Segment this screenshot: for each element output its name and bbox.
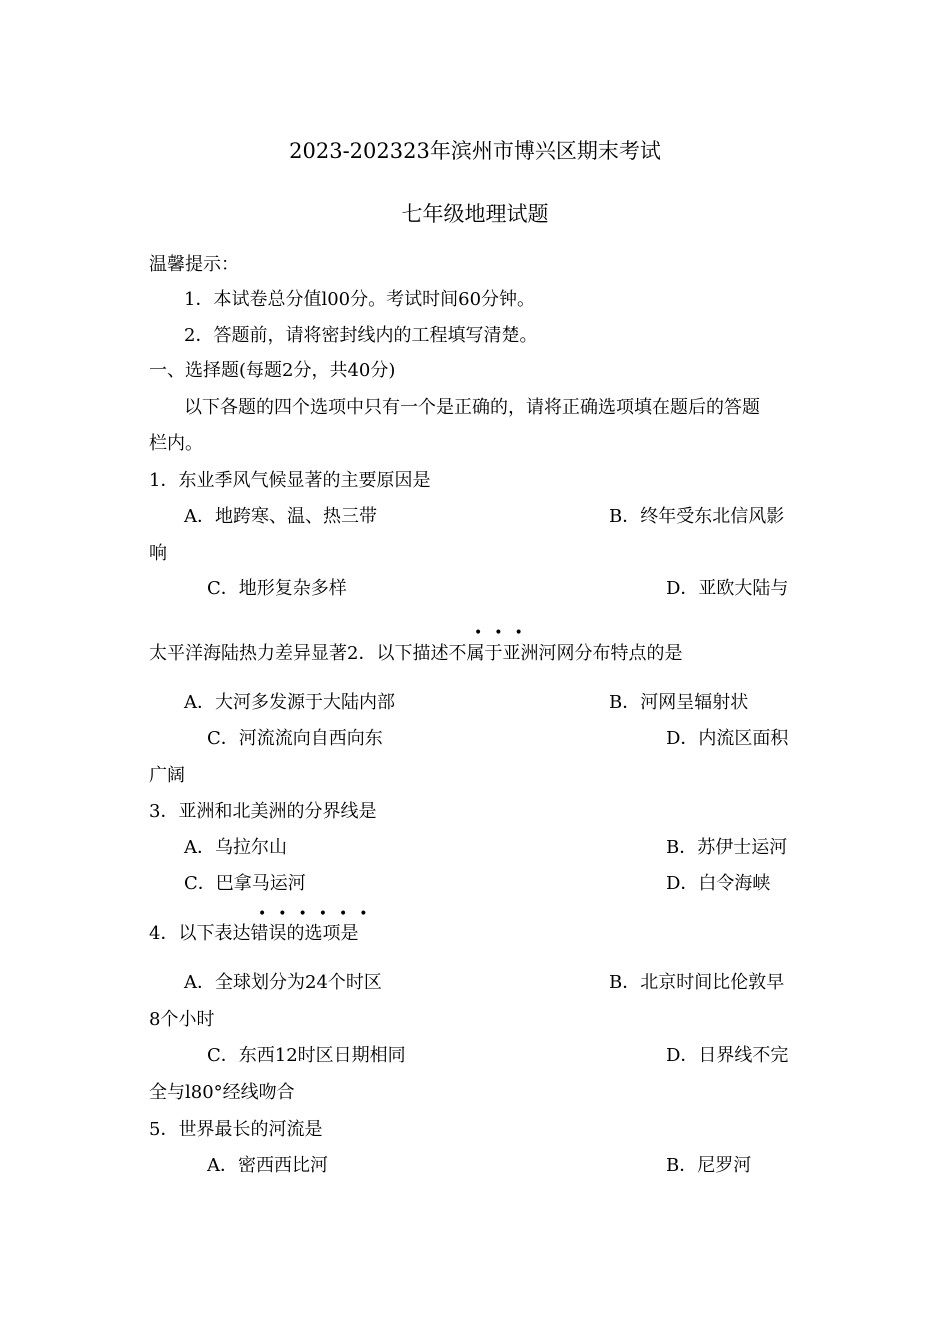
question-3-option-a: A．乌拉尔山: [184, 837, 287, 858]
notice-item-2: 2．答题前，请将密封线内的工程填写清楚。: [184, 325, 538, 346]
question-1-option-b-continued: 响: [149, 543, 167, 564]
question-3-stem: 3．亚洲和北美洲的分界线是: [149, 801, 377, 822]
question-1-stem: 1．东业季风气候显著的主要原因是: [149, 470, 431, 491]
question-5-option-b: B．尼罗河: [666, 1155, 752, 1176]
question-2-option-d-continued: 广阔: [149, 765, 185, 786]
question-4-emphasis-dots: ••••••: [258, 906, 380, 922]
question-3-option-c: C．巴拿马运河: [184, 873, 306, 894]
question-4-option-c: C．东西12时区日期相同: [207, 1045, 406, 1066]
question-1-option-c: C．地形复杂多样: [207, 578, 347, 599]
question-2-option-a: A．大河多发源于大陆内部: [184, 692, 395, 713]
question-2-option-c: C．河流流向自西向东: [207, 728, 383, 749]
question-1-option-d: D．亚欧大陆与: [666, 578, 789, 599]
notice-heading: 温馨提示：: [149, 254, 239, 275]
question-1-option-a: A．地跨寒、温、热三带: [184, 506, 377, 527]
section-instructions-line1: 以下各题的四个选项中只有一个是正确的，请将正确选项填在题后的答题: [184, 397, 760, 418]
page-title: 2023-202323年滨州市博兴区期末考试: [289, 139, 661, 163]
question-3-option-d: D．白令海峡: [666, 873, 771, 894]
section-heading: 一、选择题(每题2分，共40分): [149, 360, 396, 381]
question-1-option-b: B．终年受东北信风影: [609, 506, 785, 527]
question-4-stem: 4．以下表达错误的选项是: [149, 923, 359, 944]
question-4-option-d: D．日界线不完: [666, 1045, 789, 1066]
question-2-option-d: D．内流区面积: [666, 728, 789, 749]
question-4-option-b-continued: 8个小时: [149, 1009, 215, 1030]
question-4-option-d-continued: 全与l80°经线吻合: [149, 1082, 295, 1103]
question-5-option-a: A．密西西比河: [207, 1155, 328, 1176]
question-2-line: 太平洋海陆热力差异显著2．以下描述不属于亚洲河网分布特点的是: [149, 643, 683, 664]
question-2-emphasis-dots: •••: [474, 625, 535, 641]
question-2-option-b: B．河网呈辐射状: [609, 692, 749, 713]
notice-item-1: 1．本试卷总分值l00分。考试时间60分钟。: [184, 289, 536, 310]
question-4-option-a: A．全球划分为24个时区: [184, 972, 382, 993]
question-5-stem: 5．世界最长的河流是: [149, 1119, 323, 1140]
question-4-option-b: B．北京时间比伦敦早: [609, 972, 785, 993]
question-3-option-b: B．苏伊士运河: [666, 837, 788, 858]
page-subtitle: 七年级地理试题: [401, 202, 549, 226]
section-instructions-line2: 栏内。: [149, 433, 203, 454]
